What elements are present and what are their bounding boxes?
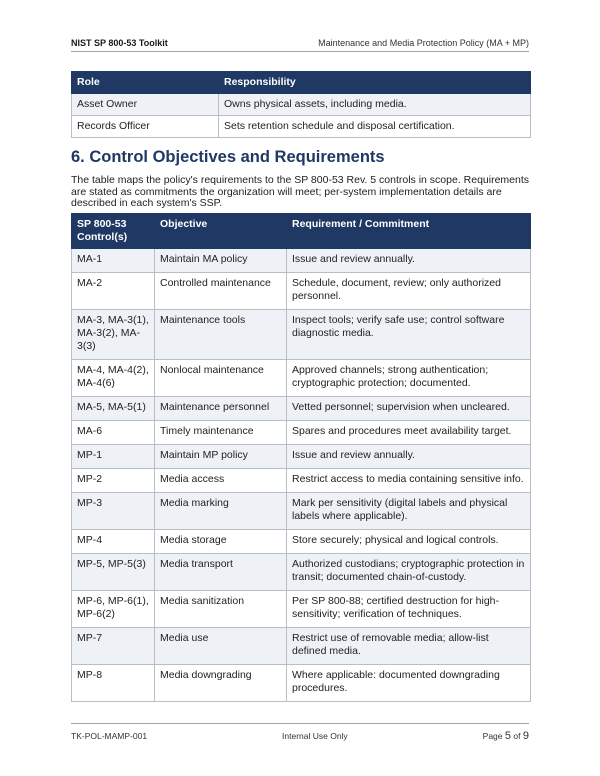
header-toolkit-name: NIST SP 800-53 Toolkit	[71, 38, 168, 48]
table-row	[72, 591, 531, 628]
page-footer	[71, 729, 529, 743]
roles-table	[71, 71, 531, 138]
responsibility-cell: Sets retention schedule and disposal certification.	[219, 116, 531, 138]
objective-cell: Maintenance tools	[155, 310, 287, 360]
objective-cell: Media use	[155, 628, 287, 665]
control-id-cell: MA-5, MA-5(1)	[72, 397, 155, 421]
controls-header-requirement: Requirement / Commitment	[287, 214, 531, 249]
objective-cell: Media storage	[155, 530, 287, 554]
objective-cell: Maintain MA policy	[155, 249, 287, 273]
objective-cell: Timely maintenance	[155, 421, 287, 445]
objective-cell: Controlled maintenance	[155, 273, 287, 310]
requirement-cell: Restrict use of removable media; allow-list defined media.	[287, 628, 531, 665]
control-id-cell: MP-6, MP-6(1), MP-6(2)	[72, 591, 155, 628]
table-row	[72, 360, 531, 397]
page-current: 5	[504, 730, 512, 742]
controls-table-header-row	[72, 214, 531, 249]
section-heading: 6. Control Objectives and Requirements	[71, 148, 385, 166]
roles-table-header-row	[72, 72, 531, 94]
objective-cell: Maintenance personnel	[155, 397, 287, 421]
table-row	[72, 421, 531, 445]
objective-cell: Media transport	[155, 554, 287, 591]
requirement-cell: Restrict access to media containing sensitive info.	[287, 469, 531, 493]
requirement-cell: Mark per sensitivity (digital labels and physical labels where applicable).	[287, 493, 531, 530]
page-of-label: of	[513, 731, 521, 741]
control-id-cell: MP-4	[72, 530, 155, 554]
footer-classification: Internal Use Only	[282, 731, 348, 741]
controls-table	[71, 213, 531, 702]
requirement-cell: Spares and procedures meet availability target.	[287, 421, 531, 445]
control-id-cell: MP-7	[72, 628, 155, 665]
requirement-cell: Inspect tools; verify safe use; control software diagnostic media.	[287, 310, 531, 360]
table-row	[72, 469, 531, 493]
control-id-cell: MA-2	[72, 273, 155, 310]
header-divider	[71, 51, 529, 52]
control-id-cell: MA-3, MA-3(1), MA-3(2), MA-3(3)	[72, 310, 155, 360]
objective-cell: Media downgrading	[155, 665, 287, 702]
requirement-cell: Store securely; physical and logical controls.	[287, 530, 531, 554]
role-cell: Records Officer	[72, 116, 219, 138]
roles-header-responsibility: Responsibility	[219, 72, 531, 94]
control-id-cell: MA-1	[72, 249, 155, 273]
objective-cell: Media sanitization	[155, 591, 287, 628]
role-cell: Asset Owner	[72, 94, 219, 116]
page-label: Page	[482, 731, 503, 741]
requirement-cell: Vetted personnel; supervision when uncleared.	[287, 397, 531, 421]
control-id-cell: MA-4, MA-4(2), MA-4(6)	[72, 360, 155, 397]
control-id-cell: MP-5, MP-5(3)	[72, 554, 155, 591]
requirement-cell: Issue and review annually.	[287, 445, 531, 469]
control-id-cell: MP-3	[72, 493, 155, 530]
table-row	[72, 397, 531, 421]
table-row	[72, 273, 531, 310]
table-row	[72, 554, 531, 591]
table-row	[72, 310, 531, 360]
table-row	[72, 530, 531, 554]
table-row	[72, 665, 531, 702]
requirement-cell: Where applicable: documented downgrading procedures.	[287, 665, 531, 702]
page-total: 9	[522, 730, 529, 742]
table-row	[72, 628, 531, 665]
section-intro-paragraph: The table maps the policy's requirements to the SP 800-53 Rev. 5 controls in scope. Requirements are stated as commitments the organization will meet; per-system implementation details are described in each system's SSP.	[71, 174, 530, 209]
controls-header-objective: Objective	[155, 214, 287, 249]
control-id-cell: MP-1	[72, 445, 155, 469]
requirement-cell: Per SP 800-88; certified destruction for high-sensitivity; verification of techniques.	[287, 591, 531, 628]
objective-cell: Media marking	[155, 493, 287, 530]
footer-divider	[71, 723, 529, 724]
control-id-cell: MP-2	[72, 469, 155, 493]
objective-cell: Maintain MP policy	[155, 445, 287, 469]
objective-cell: Media access	[155, 469, 287, 493]
table-row	[72, 249, 531, 273]
roles-header-role: Role	[72, 72, 219, 94]
requirement-cell: Authorized custodians; cryptographic protection in transit; documented chain-of-custody.	[287, 554, 531, 591]
control-id-cell: MP-8	[72, 665, 155, 702]
header-document-title: Maintenance and Media Protection Policy (MA + MP)	[318, 38, 529, 48]
table-row	[72, 94, 531, 116]
control-id-cell: MA-6	[72, 421, 155, 445]
controls-header-control: SP 800-53 Control(s)	[72, 214, 155, 249]
table-row	[72, 116, 531, 138]
page-header	[71, 36, 529, 50]
footer-page-number	[483, 730, 529, 742]
requirement-cell: Approved channels; strong authentication; cryptographic protection; documented.	[287, 360, 531, 397]
footer-document-id: TK-POL-MAMP-001	[71, 731, 148, 741]
table-row	[72, 493, 531, 530]
requirement-cell: Issue and review annually.	[287, 249, 531, 273]
objective-cell: Nonlocal maintenance	[155, 360, 287, 397]
requirement-cell: Schedule, document, review; only authorized personnel.	[287, 273, 531, 310]
responsibility-cell: Owns physical assets, including media.	[219, 94, 531, 116]
table-row	[72, 445, 531, 469]
